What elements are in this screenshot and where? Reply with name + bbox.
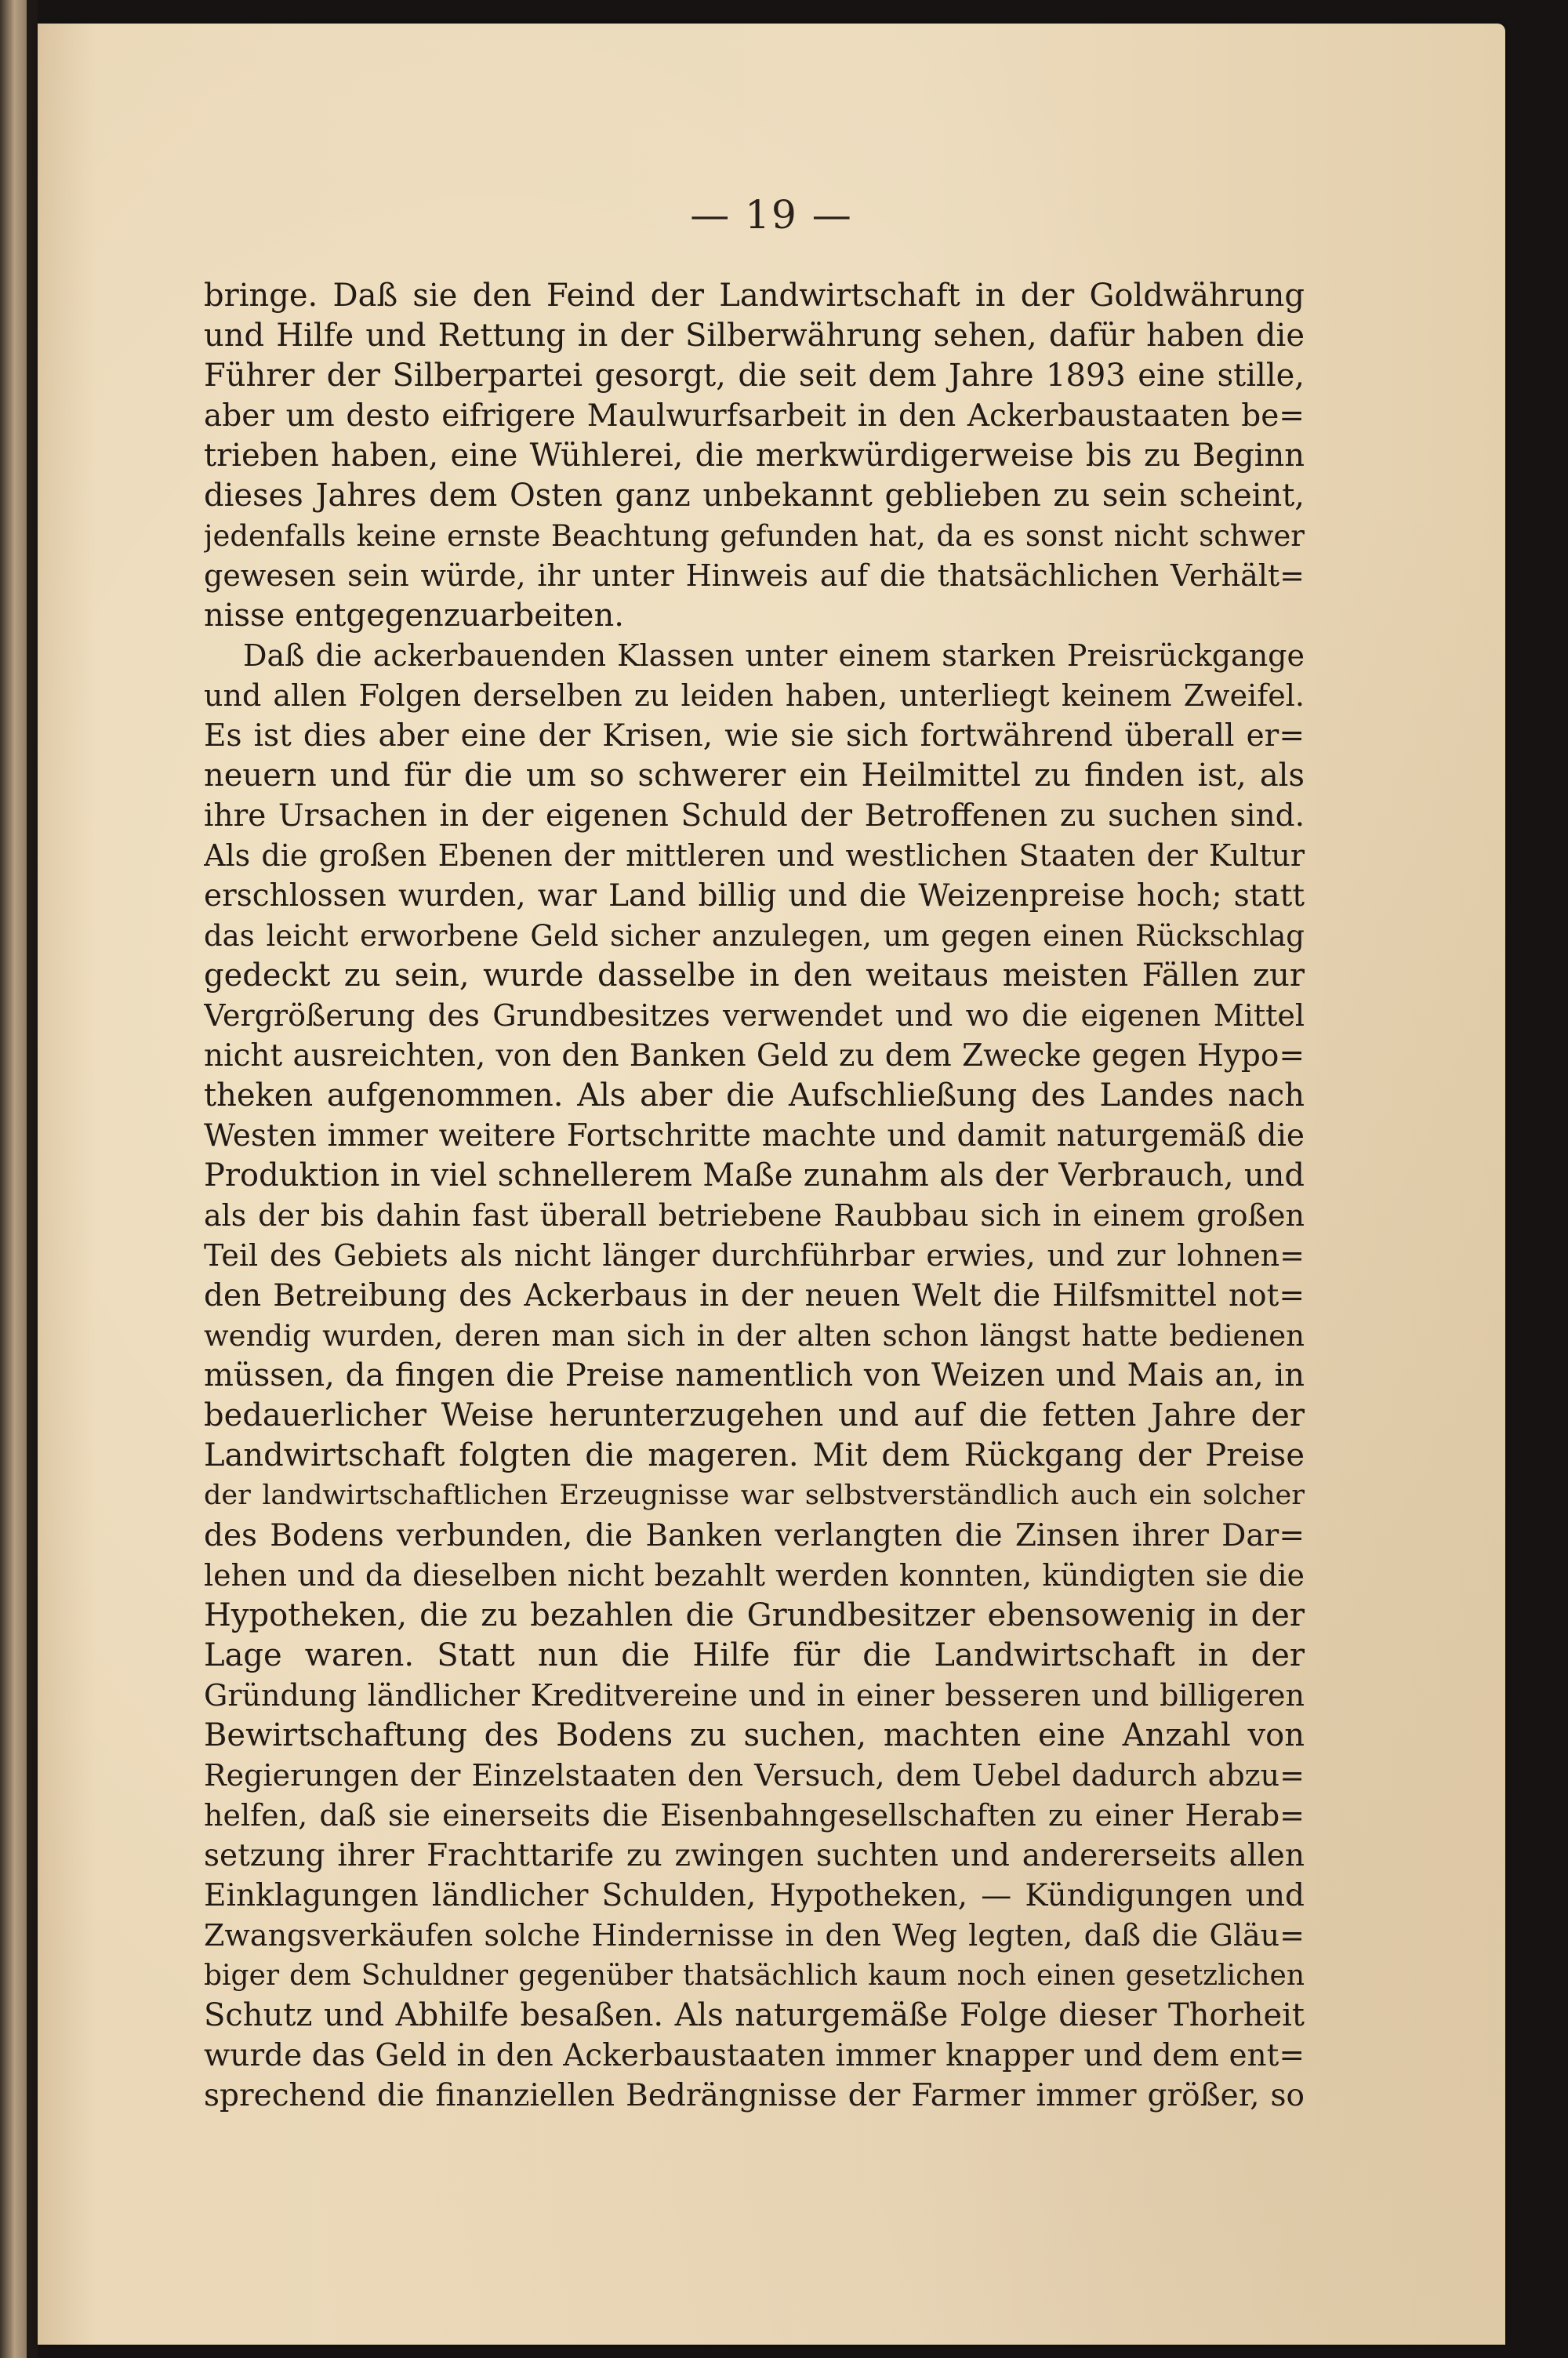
book-page [38, 24, 1505, 2345]
text-line: jedenfalls keine ernste Beachtung gefunden hat, da es sonst nicht schwer [204, 519, 1305, 553]
text-line: Produktion in viel schnellerem Maße zunahm als der Verbrauch, und [204, 1157, 1305, 1194]
page-number: — 19 — [690, 192, 853, 238]
text-line: Gründung ländlicher Kreditvereine und in einer besseren und billigeren [204, 1678, 1305, 1713]
text-line: als der bis dahin fast überall betriebene Raubbau sich in einem großen [204, 1198, 1305, 1233]
text-line: Westen immer weitere Fortschritte machte und damit naturgemäß die [204, 1118, 1305, 1154]
text-line: ihre Ursachen in der eigenen Schuld der Betroffenen zu suchen sind. [204, 798, 1305, 834]
text-line: dieses Jahres dem Osten ganz unbekannt geblieben zu sein scheint, [204, 478, 1305, 514]
body-text [204, 276, 1305, 2116]
text-line: sprechend die finanziellen Bedrängnisse der Farmer immer größer, so [204, 2078, 1305, 2113]
text-line: Es ist dies aber eine der Krisen, wie sie sich fortwährend überall er= [204, 718, 1305, 754]
text-line: des Bodens verbunden, die Banken verlangten die Zinsen ihrer Dar= [204, 1518, 1305, 1553]
text-line: bedauerlicher Weise herunterzugehen und auf die fetten Jahre der [204, 1397, 1305, 1433]
text-line: Führer der Silberpartei gesorgt, die seit dem Jahre 1893 eine stille, [204, 358, 1305, 394]
text-line: helfen, daß sie einerseits die Eisenbahngesellschaften zu einer Herab= [204, 1798, 1305, 1833]
text-line: Landwirtschaft folgten die mageren. Mit dem Rückgang der Preise [204, 1437, 1305, 1473]
text-line: gewesen sein würde, ihr unter Hinweis auf die thatsächlichen Verhält= [204, 558, 1305, 593]
text-line: Einklagungen ländlicher Schulden, Hypotheken, — Kündigungen und [204, 1878, 1305, 1913]
text-line: nicht ausreichten, von den Banken Geld zu dem Zwecke gegen Hypo= [204, 1038, 1305, 1074]
text-line: Bewirtschaftung des Bodens zu suchen, machten eine Anzahl von [204, 1717, 1305, 1753]
text-line: trieben haben, eine Wühlerei, die merkwürdigerweise bis zu Beginn [204, 438, 1305, 474]
text-line: müssen, da fingen die Preise namentlich von Weizen und Mais an, in [204, 1357, 1305, 1393]
text-line: nisse entgegenzuarbeiten. [204, 598, 624, 634]
text-line: gedeckt zu sein, wurde dasselbe in den weitaus meisten Fällen zur [204, 957, 1305, 994]
text-line: Vergrößerung des Grundbesitzes verwendet und wo die eigenen Mittel [204, 998, 1305, 1033]
text-line: Lage waren. Statt nun die Hilfe für die Landwirtschaft in der [204, 1637, 1305, 1673]
book-gutter [27, 0, 38, 2358]
text-line: Zwangsverkäufen solche Hindernisse in den Weg legten, daß die Gläu= [204, 1918, 1305, 1953]
text-line: Regierungen der Einzelstaaten den Versuch, dem Uebel dadurch abzu= [204, 1758, 1305, 1793]
text-line: Hypotheken, die zu bezahlen die Grundbesitzer ebensowenig in der [204, 1597, 1305, 1633]
text-line: den Betreibung des Ackerbaus in der neuen Welt die Hilfsmittel not= [204, 1278, 1305, 1313]
text-line: bringe. Daß sie den Feind der Landwirtschaft in der Goldwährung [204, 278, 1305, 314]
text-line: setzung ihrer Frachttarife zu zwingen suchten und andererseits allen [204, 1838, 1305, 1873]
text-line: wendig wurden, deren man sich in der alten schon längst hatte bedienen [204, 1319, 1305, 1353]
text-line: und allen Folgen derselben zu leiden haben, unterliegt keinem Zweifel. [204, 678, 1305, 713]
text-line: Schutz und Abhilfe besaßen. Als naturgemäße Folge dieser Thorheit [204, 1997, 1305, 2033]
text-line: Daß die ackerbauenden Klassen unter einem starken Preisrückgange [243, 638, 1305, 673]
text-line: lehen und da dieselben nicht bezahlt werden konnten, kündigten sie die [204, 1558, 1305, 1593]
text-line: erschlossen wurden, war Land billig und die Weizenpreise hoch; statt [204, 878, 1305, 914]
previous-page-edge [0, 0, 27, 2358]
text-line: aber um desto eifrigere Maulwurfsarbeit in den Ackerbaustaaten be= [204, 398, 1305, 434]
text-line: und Hilfe und Rettung in der Silberwährung sehen, dafür haben die [204, 318, 1305, 354]
text-line: wurde das Geld in den Ackerbaustaaten immer knapper und dem ent= [204, 2038, 1305, 2073]
text-line: theken aufgenommen. Als aber die Aufschließung des Landes nach [204, 1077, 1305, 1114]
text-line: biger dem Schuldner gegenüber thatsächlich kaum noch einen gesetzlichen [204, 1960, 1305, 1992]
text-line: das leicht erworbene Geld sicher anzulegen, um gegen einen Rückschlag [204, 919, 1305, 953]
text-line: neuern und für die um so schwerer ein Heilmittel zu finden ist, als [204, 758, 1305, 794]
text-line: der landwirtschaftlichen Erzeugnisse war selbstverständlich auch ein solcher [204, 1480, 1305, 1511]
text-line: Teil des Gebiets als nicht länger durchführbar erwies, und zur lohnen= [204, 1238, 1305, 1273]
text-line: Als die großen Ebenen der mittleren und westlichen Staaten der Kultur [204, 838, 1305, 873]
